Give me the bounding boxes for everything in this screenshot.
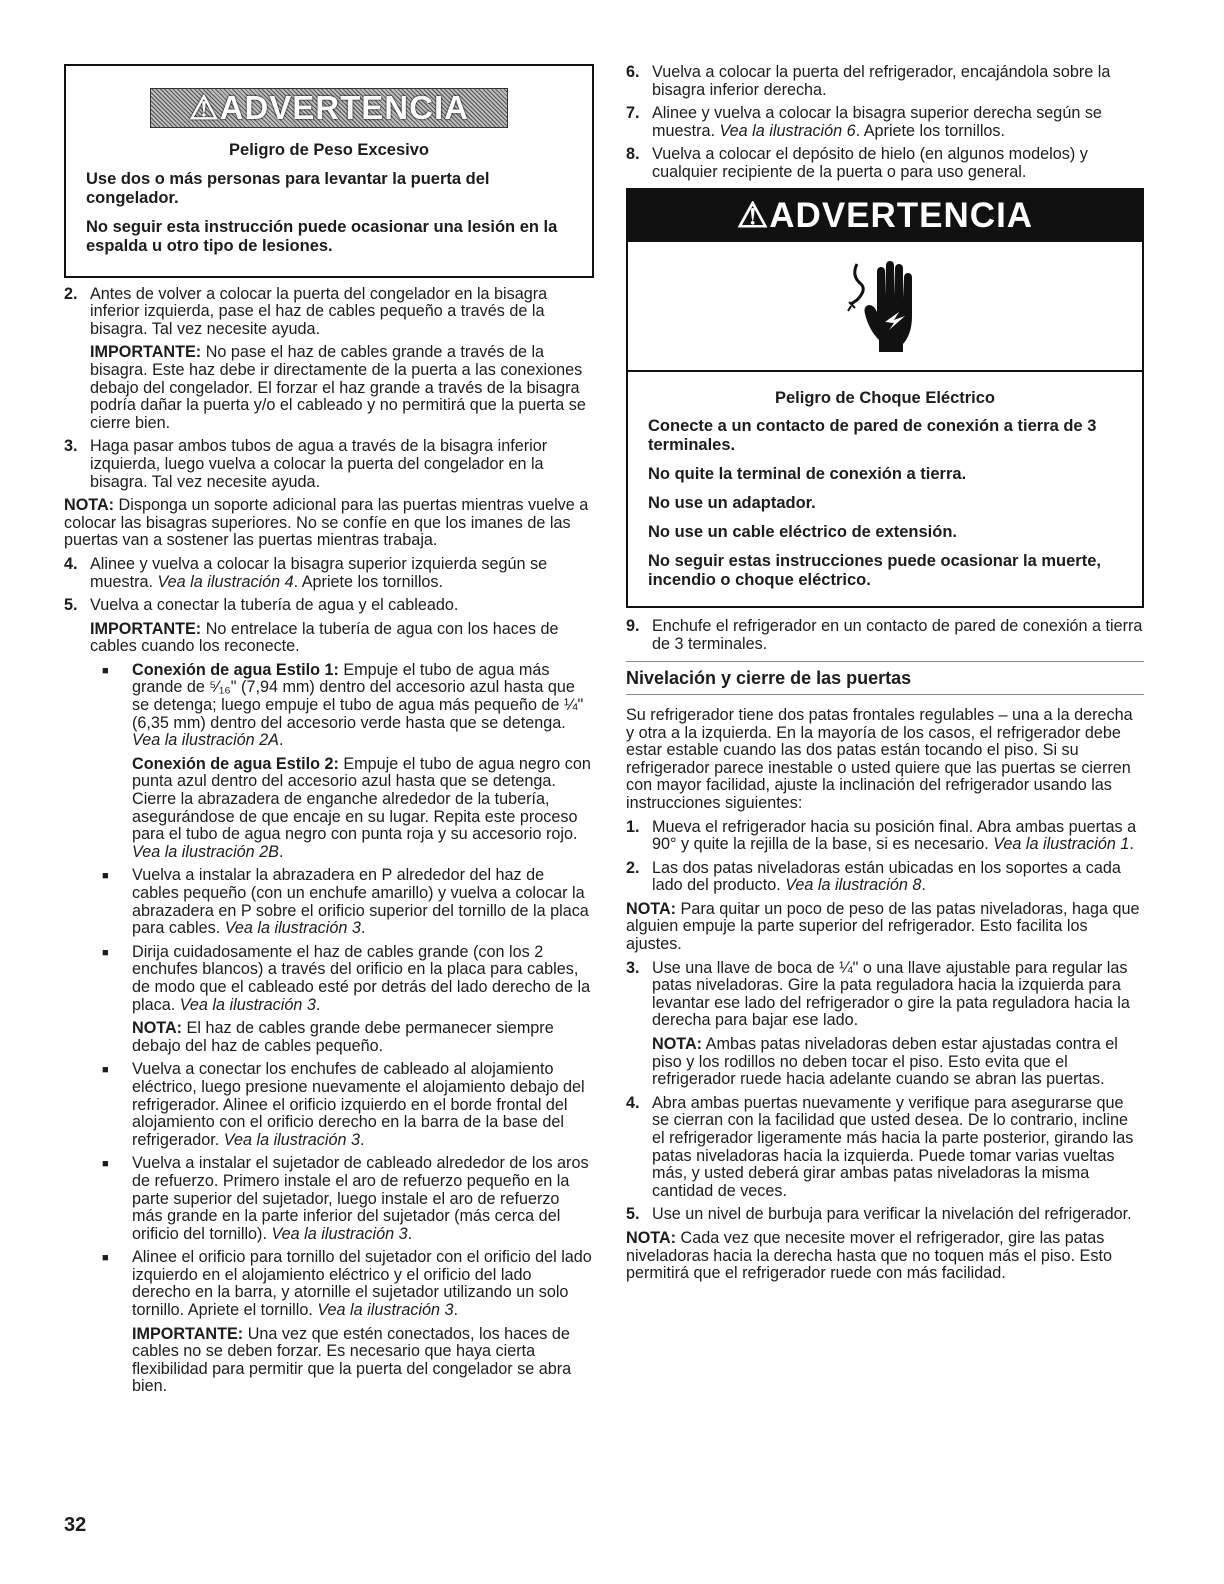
text-run: . Apriete los tornillos.	[293, 572, 444, 591]
text-run: Dirija cuidadosamente el haz de cables grande (con los 2 enchufes blancos) a través del orificio en la placa para cables, de modo que el cableado esté por detrás del lado derecho de la placa.	[132, 942, 591, 1014]
note-text: Una vez que estén conectados, los haces de cables no se deben forzar. Es necesario que haya cierta flexibilidad para permitir que la puerta del congelador se abra bien.	[132, 1324, 572, 1396]
bullet-item	[102, 1061, 594, 1149]
text-run: Vuelva a instalar la abrazadera en P alrededor del haz de cables pequeño (con un enchufe amarillo) y vuelva a colocar la abrazadera en P sobre el orificio superior del tornillo de la placa para cables.	[132, 866, 589, 938]
illustration-reference: Vea la ilustración 4	[157, 572, 294, 591]
note-text: Cada vez que necesite mover el refrigerador, gire las patas niveladoras hacia la derecha hasta que no toquen más el piso. Esto permitirá que el refrigerador ruede con más facilidad.	[626, 1228, 1112, 1283]
warning-banner-text: ⚠ADVERTENCIA	[189, 89, 469, 127]
bullet-icon: ■	[102, 946, 109, 959]
bullet-item	[102, 1249, 594, 1319]
bullet-item	[102, 1155, 594, 1243]
electric-warning-box	[626, 188, 1144, 609]
text-run: Alinee y vuelva a colocar la bisagra superior derecha según se muestra.	[652, 104, 1102, 140]
step-number: 1.	[626, 817, 640, 836]
warning-banner-text: ⚠ADVERTENCIA	[736, 195, 1034, 235]
step-number: 3.	[64, 437, 78, 456]
warning-line: No use un adaptador.	[648, 494, 816, 513]
text-run: .	[921, 876, 926, 895]
warning-title: Peligro de Choque Eléctrico	[774, 388, 996, 407]
warning-banner	[150, 88, 508, 128]
level-step-2	[626, 860, 1144, 895]
bullet-text	[132, 1155, 594, 1243]
step-8	[626, 146, 1144, 181]
note-paragraph	[64, 497, 594, 550]
important-note	[90, 344, 594, 432]
warning-line: Conecte a un contacto de pared de conexión a tierra de 3 terminales.	[648, 417, 1097, 455]
bullet-item	[102, 944, 594, 1014]
text-run: Las dos patas niveladoras están ubicadas en los soportes a cada lado del producto.	[652, 858, 1121, 895]
text-run: .	[453, 1301, 459, 1320]
illustration-reference: Vea la ilustración 2B	[132, 842, 279, 861]
text-run: .	[315, 995, 321, 1014]
step-number: 5.	[626, 1205, 640, 1224]
step-3	[64, 438, 594, 491]
important-note	[90, 621, 594, 656]
warning-line: No use un cable eléctrico de extensión.	[648, 523, 958, 542]
text-run: Alinee el orificio para tornillo del sujetador con el orificio del lado izquierdo en el alojamiento eléctrico y el orificio del lado derecho en la barra, y atornille el sujetador utilizando un solo tornillo. Apriete el tornillo.	[132, 1248, 592, 1320]
note-text: El haz de cables grande debe permanecer siempre debajo del haz de cables pequeño.	[132, 1019, 554, 1055]
step-text: Vuelva a colocar la puerta del refrigerador, encajándola sobre la bisagra inferior derecha.	[652, 63, 1111, 99]
step-number: 4.	[64, 554, 78, 573]
warning-banner	[628, 190, 1142, 242]
step-number: 3.	[626, 958, 640, 977]
illustration-reference: Vea la ilustración 3	[223, 1130, 360, 1149]
bullet-icon: ■	[102, 1158, 109, 1171]
bullet-text	[132, 944, 594, 1014]
text-run: .	[278, 842, 284, 861]
illustration-reference: Vea la ilustración 6	[719, 121, 856, 140]
intro-paragraph: Su refrigerador tiene dos patas frontales regulables – una a la derecha y otra a la izquierda. En la mayoría de los casos, el refrigerador debe estar estable cuando las dos patas están tocando el piso. Si su refrigerador parece inestable o usted quiere que las puertas se cierren con mayor facilidad, ajuste la inclinación del refrigerador usando las instrucciones siguientes:	[626, 705, 1133, 812]
text-run: Vuelva a instalar el sujetador de cableado alrededor de los aros de refuerzo. Primero instale el aro de refuerzo pequeño en la parte superior del sujetador, luego instale el aro de refuerzo más grande en la parte inferior del sujetador (más cerca del orificio del tornillo).	[132, 1154, 589, 1243]
step-number: 5.	[64, 596, 78, 615]
step-text: Use una llave de boca de ¼" o una llave ajustable para regular las patas niveladoras. Gire la pata reguladora hacia la izquierda para levantar ese lado del refrigerador o gire la pata reguladora hacia la derecha para bajar ese lado.	[652, 958, 1130, 1030]
bullet-text	[132, 662, 594, 750]
illustration-reference: Vea la ilustración 2A	[132, 731, 279, 750]
bullet-text	[132, 1061, 594, 1149]
step-text	[90, 556, 594, 591]
step-number: 9.	[626, 617, 640, 636]
step-4	[64, 556, 594, 591]
step-text: Enchufe el refrigerador en un contacto de pared de conexión a tierra de 3 terminales.	[652, 617, 1143, 653]
note-text: Ambas patas niveladoras deben estar ajustadas contra el piso y los rodillos no deben tocar el piso. Esto evita que el refrigerador ruede hacia adelante cuando se abran las puertas.	[652, 1035, 1118, 1089]
note-label: NOTA:	[626, 899, 677, 918]
text-run: .	[407, 1224, 413, 1243]
step-number: 8.	[626, 145, 640, 164]
page-number: 32	[64, 1514, 87, 1536]
step-text	[652, 105, 1144, 140]
step-7	[626, 105, 1144, 140]
text-run: .	[1129, 835, 1134, 854]
bullet-text	[132, 867, 594, 937]
note-text: Disponga un soporte adicional para las puertas mientras vuelve a colocar las bisagras superiores. No se confíe en que los imanes de las puertas van a sostener las puertas mientras trabaja.	[64, 496, 589, 550]
bullet-icon: ■	[102, 1252, 109, 1265]
weight-warning-box	[64, 64, 594, 278]
note-text: No pase el haz de cables grande a través de la bisagra. Este haz debe ir directamente de la puerta a las conexiones debajo del congelador. El forzar el haz grande a través de la bisagra podría dañar la puerta y/o el cableado y no permitirá que la puerta se cierre bien.	[90, 343, 586, 432]
note-text: No entrelace la tubería de agua con los haces de cables cuando los reconecte.	[90, 619, 559, 656]
note-text: Para quitar un poco de peso de las patas niveladoras, haga que alguien empuje la parte superior del refrigerador. Esto facilita los ajustes.	[626, 899, 1140, 954]
step-text: Abra ambas puertas nuevamente y verifique para asegurarse que se cierran con la facilidad que usted desea. De lo contrario, incline el refrigerador ligeramente más hacia la parte posterior, girando las patas niveladoras hacia la izquierda. Puede tomar varias vueltas más, y usted deberá girar ambas patas niveladoras la misma cantidad de veces.	[652, 1093, 1134, 1200]
bullet-note	[132, 1020, 594, 1055]
step-number: 6.	[626, 63, 640, 81]
warning-line: No seguir estas instrucciones puede ocasionar la muerte, incendio o choque eléctrico.	[648, 552, 1101, 590]
bold-label: Conexión de agua Estilo 2:	[132, 754, 339, 773]
bullet-item	[102, 662, 594, 750]
warning-line: No quite la terminal de conexión a tierra.	[648, 465, 967, 484]
step-text: Vuelva a colocar el depósito de hielo (en algunos modelos) y cualquier recipiente de la puerta o para uso general.	[652, 145, 1088, 181]
step-text: Use un nivel de burbuja para verificar la nivelación del refrigerador.	[652, 1205, 1132, 1224]
step-5	[64, 597, 594, 615]
text-run: .	[359, 1130, 365, 1149]
text-run: . Apriete los tornillos.	[855, 121, 1006, 140]
warning-icon-area	[628, 242, 1142, 372]
bullet-icon: ■	[102, 870, 109, 883]
illustration-reference: Vea la ilustración 3	[317, 1301, 454, 1320]
level-step-3	[626, 960, 1144, 1030]
right-column	[626, 64, 1144, 1289]
section-heading: Nivelación y cierre de las puertas	[626, 661, 1144, 695]
note-label: IMPORTANTE:	[90, 343, 202, 362]
text-run: Empuje el tubo de agua negro con punta azul dentro del accesorio azul hasta que se detenga. Cierre la abrazadera de enganche alrededor de la tubería, asegurándose de que encaje en su lugar. Repita este proceso para el tubo de agua negro con punta roja y su accesorio rojo.	[132, 754, 591, 844]
illustration-reference: Vea la ilustración 3	[224, 919, 361, 938]
step-6	[626, 64, 1144, 99]
text-run: .	[278, 731, 284, 750]
step-number: 2.	[64, 284, 78, 303]
bullet-continuation	[132, 756, 594, 862]
note-label: IMPORTANTE:	[132, 1324, 244, 1343]
step-text	[652, 860, 1144, 895]
important-note	[132, 1326, 594, 1396]
bullet-text	[132, 1249, 594, 1319]
warning-line: No seguir esta instrucción puede ocasionar una lesión en la espalda u otro tipo de lesiones.	[86, 217, 558, 255]
step-number: 2.	[626, 858, 640, 877]
step-text: Haga pasar ambos tubos de agua a través de la bisagra inferior izquierda, luego vuelva a colocar la puerta del congelador en la bisagra. Tal vez necesite ayuda.	[90, 437, 548, 491]
step-number: 4.	[626, 1093, 640, 1112]
note-paragraph	[626, 901, 1144, 954]
step-text: Vuelva a conectar la tubería de agua y el cableado.	[90, 596, 459, 615]
step-text	[652, 819, 1144, 854]
level-step-5	[626, 1206, 1144, 1224]
note-label: NOTA:	[64, 496, 115, 515]
text-run: Vuelva a conectar los enchufes de cableado al alojamiento eléctrico, luego presione nuevamente el alojamiento debajo del refrigerador. Alinee el orificio izquierdo en el borde frontal del alojamiento con el orificio derecho en la barra de la base del refrigerador.	[132, 1060, 585, 1149]
text-run: Empuje el tubo de agua más grande de ⁵⁄₁₆" (7,94 mm) dentro del accesorio azul hasta que se detenga; luego empuje el tubo de agua más pequeño de ¼" (6,35 mm) dentro del accesorio verde hasta que se detenga.	[132, 660, 584, 732]
note-label: NOTA:	[652, 1035, 703, 1054]
step-2	[64, 286, 594, 339]
step-note	[652, 1036, 1144, 1089]
text-run: Alinee y vuelva a colocar la bisagra superior izquierda según se muestra.	[90, 554, 548, 591]
step-9	[626, 618, 1144, 653]
illustration-reference: Vea la ilustración 3	[179, 995, 316, 1014]
note-paragraph	[626, 1230, 1144, 1283]
level-step-4	[626, 1095, 1144, 1201]
illustration-reference: Vea la ilustración 1	[993, 835, 1130, 854]
note-label: NOTA:	[132, 1019, 183, 1038]
note-label: IMPORTANTE:	[90, 619, 202, 638]
bold-label: Conexión de agua Estilo 1:	[132, 660, 339, 679]
electric-shock-hand-icon	[845, 256, 925, 356]
warning-line: Use dos o más personas para levantar la puerta del congelador.	[86, 169, 490, 207]
left-column	[64, 64, 594, 1402]
text-run: Mueva el refrigerador hacia su posición final. Abra ambas puertas a 90° y quite la rejilla de la base, si es necesario.	[652, 817, 1137, 854]
bullet-item	[102, 867, 594, 937]
step-number: 7.	[626, 104, 640, 123]
bullet-icon: ■	[102, 664, 109, 677]
illustration-reference: Vea la ilustración 8	[785, 876, 922, 895]
level-step-1	[626, 819, 1144, 854]
text-run: .	[360, 919, 366, 938]
warning-title: Peligro de Peso Excesivo	[229, 141, 429, 159]
step-text: Antes de volver a colocar la puerta del congelador en la bisagra inferior izquierda, pase el haz de cables pequeño a través de la bisagra. Tal vez necesite ayuda.	[90, 284, 548, 338]
bullet-icon: ■	[102, 1064, 109, 1077]
note-label: NOTA:	[626, 1228, 677, 1247]
illustration-reference: Vea la ilustración 3	[271, 1224, 408, 1243]
